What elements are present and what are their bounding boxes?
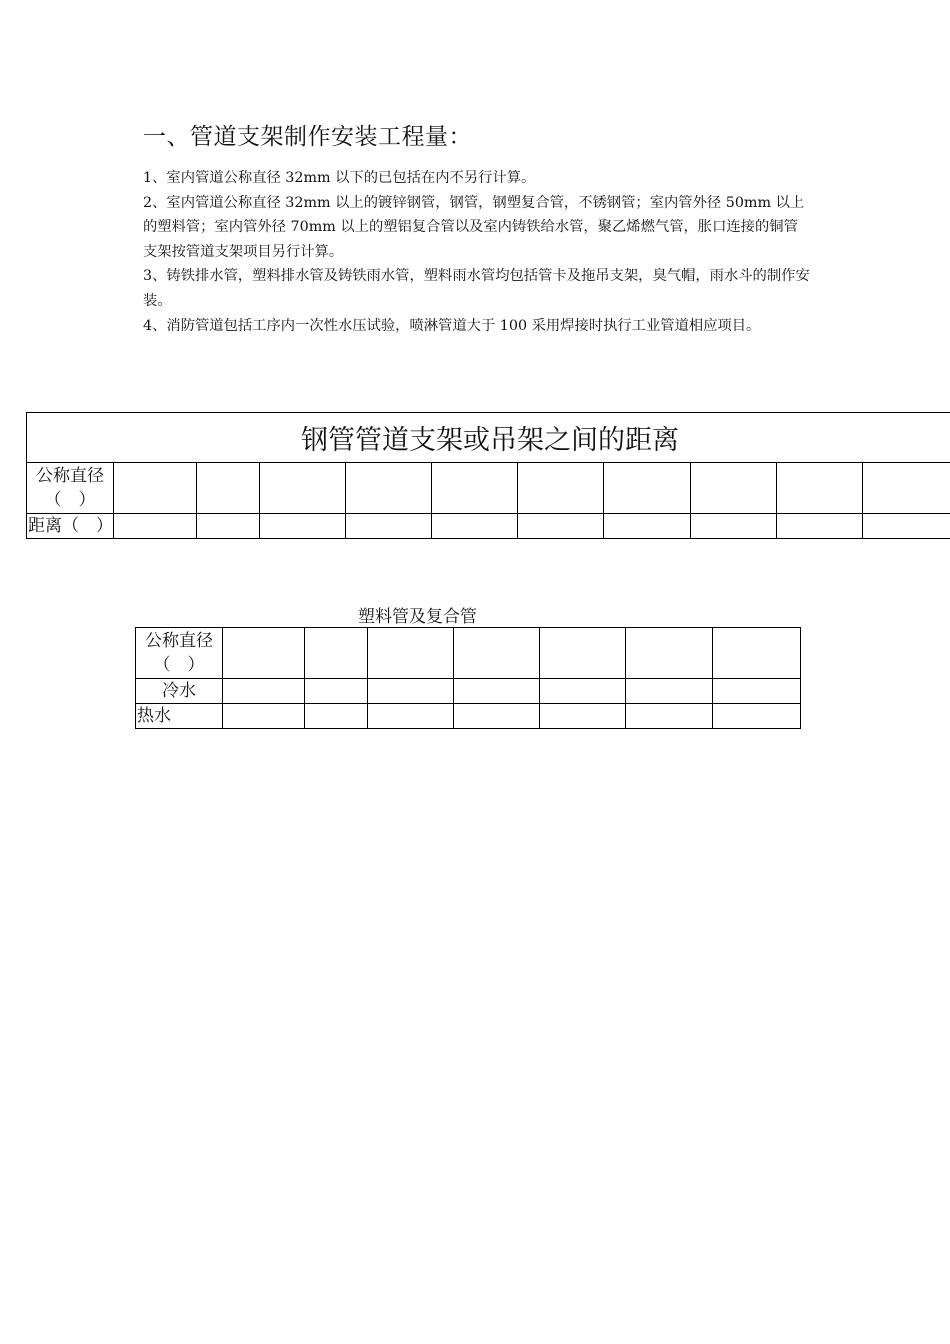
steel-pipe-support-table <box>26 412 950 539</box>
table-cell <box>305 628 368 679</box>
hot-water-label: 热水 <box>136 704 223 729</box>
table-cell <box>197 514 260 539</box>
table-cell <box>604 463 691 514</box>
table-cell <box>454 628 540 679</box>
table-cell <box>368 679 454 704</box>
cold-water-label: 冷水 <box>136 679 223 704</box>
table-cell <box>713 628 801 679</box>
table-cell <box>626 628 713 679</box>
table-cell <box>223 628 305 679</box>
table-cell <box>540 679 626 704</box>
nominal-diameter-text: 公称直径 <box>36 466 104 486</box>
table-cell <box>540 628 626 679</box>
nominal-diameter-unit: （ ） <box>153 655 205 675</box>
table-cell <box>518 463 604 514</box>
table-cell <box>432 514 518 539</box>
table-cell <box>305 704 368 729</box>
nominal-diameter-label <box>27 463 114 514</box>
table-cell <box>114 463 197 514</box>
note-2: 2、室内管道公称直径 32mm 以上的镀锌钢管，钢管，钢塑复合管，不锈钢管；室内管外径 50mm 以上的塑料管；室内管外径 70mm 以上的塑铝复合管以及室内铸铁给水管，聚乙烯燃气管，胀口连接的铜管 支架按管道支架项目另行计算。 <box>143 194 813 260</box>
table-cell <box>197 463 260 514</box>
table-cell <box>518 514 604 539</box>
nominal-diameter-unit: （ ） <box>44 490 96 510</box>
table-cell <box>454 679 540 704</box>
note-1: 1、室内管道公称直径 32mm 以下的已包括在内不另行计算。 <box>143 170 536 186</box>
table-cell <box>713 679 801 704</box>
table-cell <box>346 514 432 539</box>
table-cell <box>346 463 432 514</box>
table-cell <box>540 704 626 729</box>
note-4: 4、消防管道包括工序内一次性水压试验，喷淋管道大于 100 采用焊接时执行工业管道相应项目。 <box>143 317 761 334</box>
table-cell <box>260 463 346 514</box>
table-cell <box>691 514 777 539</box>
section-heading: 一、管道支架制作安装工程量： <box>143 124 472 150</box>
nominal-diameter-text: 公称直径 <box>145 631 213 651</box>
table-cell <box>691 463 777 514</box>
table-cell <box>368 628 454 679</box>
table-cell <box>223 704 305 729</box>
distance-label: 距离（ ） <box>27 514 114 539</box>
table-cell <box>305 679 368 704</box>
table-cell <box>626 704 713 729</box>
table-cell <box>604 514 691 539</box>
table-cell <box>368 704 454 729</box>
notes-paragraphs <box>143 166 811 338</box>
table-cell <box>713 704 801 729</box>
table-cell <box>777 514 863 539</box>
table-cell <box>863 463 950 514</box>
plastic-table-caption: 塑料管及复合管 <box>358 607 477 627</box>
steel-table-title: 钢管管道支架或吊架之间的距离 <box>27 413 950 463</box>
table-cell <box>626 679 713 704</box>
table-cell <box>777 463 863 514</box>
table-cell <box>454 704 540 729</box>
nominal-diameter-label <box>136 628 223 679</box>
plastic-composite-pipe-table <box>135 627 801 729</box>
table-cell <box>114 514 197 539</box>
table-cell <box>432 463 518 514</box>
table-cell <box>223 679 305 704</box>
table-cell <box>260 514 346 539</box>
note-3: 3、铸铁排水管，塑料排水管及铸铁雨水管，塑料雨水管均包括管卡及拖吊支架，臭气帽，雨水斗的制作安装。 <box>143 268 810 309</box>
table-cell <box>863 514 950 539</box>
